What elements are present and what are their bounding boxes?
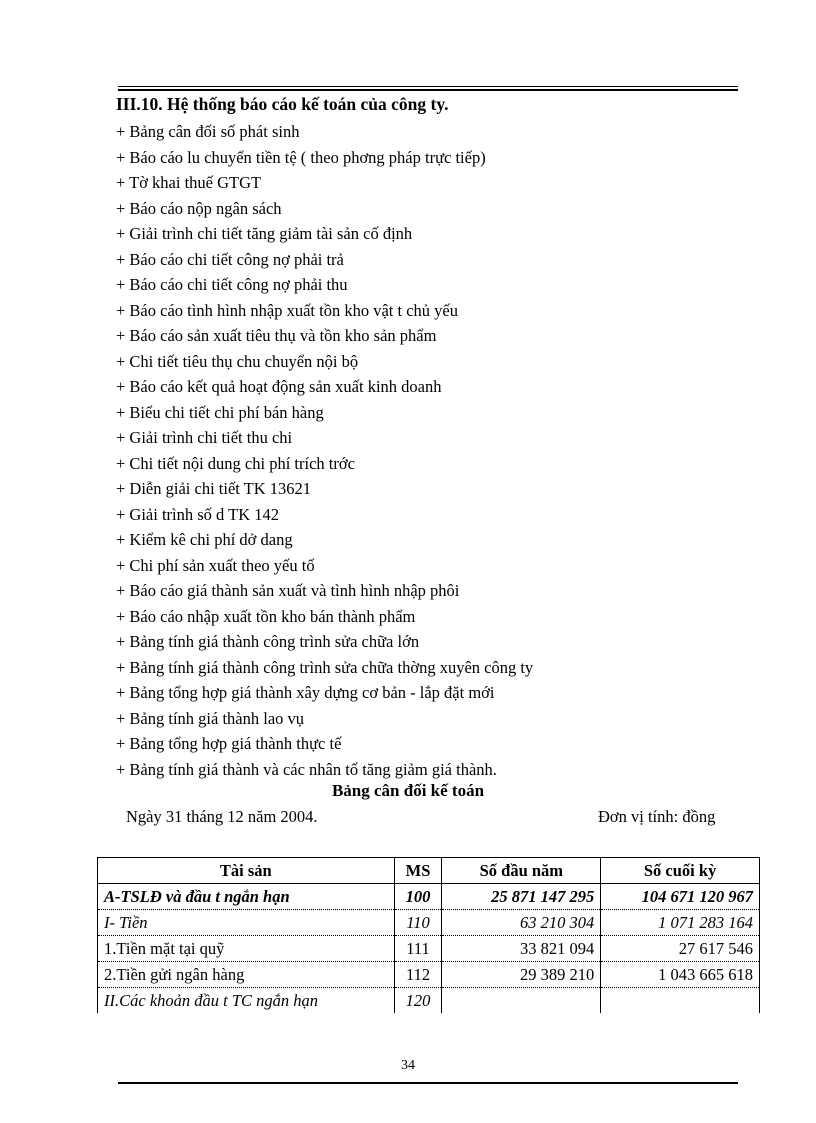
header-asset: Tài sản	[98, 858, 395, 884]
header-code: MS	[394, 858, 442, 884]
report-item: + Chi phí sản xuất theo yếu tố	[116, 555, 315, 575]
report-item: + Diễn giải chi tiết TK 13621	[116, 479, 312, 498]
report-item: + Giải trình số d TK 142	[116, 504, 279, 524]
report-item: + Báo cáo nhập xuất tồn kho bán thành phẩm	[116, 606, 416, 626]
report-item: + Chi tiết nội dung chi phí trích trớc	[116, 453, 355, 473]
report-item: + Tờ khai thuế GTGT	[116, 173, 262, 192]
closing-cell: 27 617 546	[601, 936, 760, 962]
asset-cell: I- Tiền	[98, 910, 395, 936]
code-cell: 112	[394, 962, 442, 988]
asset-cell: II.Các khoản đầu t TC ngắn hạn	[98, 988, 395, 1014]
balance-sheet-date: Ngày 31 tháng 12 năm 2004.	[126, 807, 318, 826]
report-item: + Báo cáo lu chuyển tiền tệ ( theo phơng pháp trực tiếp)	[116, 147, 486, 167]
header-closing: Số cuối kỳ	[601, 858, 760, 884]
report-item: + Giải trình chi tiết tăng giảm tài sản cố định	[116, 224, 413, 243]
report-item: + Giải trình chi tiết thu chi	[116, 428, 293, 447]
report-item: + Bảng tính giá thành công trình sửa chữa thờng xuyên công ty	[116, 657, 534, 677]
page-number: 34	[401, 1058, 415, 1073]
opening-cell	[442, 988, 601, 1014]
report-item: + Báo cáo chi tiết công nợ phải trả	[116, 249, 344, 269]
table-row	[98, 936, 760, 962]
report-list	[116, 119, 533, 782]
opening-cell: 29 389 210	[442, 962, 601, 988]
header-opening: Số đầu năm	[442, 858, 601, 884]
table-row	[98, 884, 760, 910]
opening-cell: 25 871 147 295	[442, 884, 601, 910]
opening-cell: 63 210 304	[442, 910, 601, 936]
report-item: + Báo cáo kết quả hoạt động sản xuất kinh doanh	[116, 377, 442, 396]
report-item: + Chi tiết tiêu thụ chu chuyển nội bộ	[116, 351, 359, 371]
table-row	[98, 962, 760, 988]
top-rule-thick	[118, 89, 738, 91]
section-heading: III.10. Hệ thống báo cáo kế toán của công ty.	[116, 94, 449, 114]
table-row	[98, 988, 760, 1014]
opening-cell: 33 821 094	[442, 936, 601, 962]
bottom-rule	[118, 1082, 738, 1084]
report-item: + Bảng tổng hợp giá thành thực tế	[116, 734, 342, 753]
table-header-row	[98, 858, 760, 884]
closing-cell: 104 671 120 967	[601, 884, 760, 910]
report-item: + Báo cáo tình hình nhập xuất tồn kho vật t chủ yếu	[116, 300, 458, 320]
code-cell: 110	[394, 910, 442, 936]
asset-cell: A-TSLĐ và đầu t ngắn hạn	[98, 884, 395, 910]
balance-sheet-title: Bảng cân đối kế toán	[331, 781, 485, 800]
report-item: + Bảng cân đối số phát sinh	[116, 122, 300, 141]
code-cell: 111	[394, 936, 442, 962]
report-item: + Báo cáo giá thành sản xuất và tình hình nhập phôi	[116, 581, 460, 600]
report-item: + Bảng tổng hợp giá thành xây dựng cơ bản - lắp đặt mới	[116, 683, 495, 702]
report-item: + Bảng tính giá thành và các nhân tố tăng giảm giá thành.	[116, 759, 497, 779]
balance-sheet-table	[97, 857, 760, 1013]
closing-cell: 1 043 665 618	[601, 962, 760, 988]
code-cell: 120	[394, 988, 442, 1014]
report-item: + Bảng tính giá thành lao vụ	[116, 708, 305, 728]
report-item: + Báo cáo sản xuất tiêu thụ và tồn kho sản phẩm	[116, 326, 437, 345]
closing-cell	[601, 988, 760, 1014]
asset-cell: 1.Tiền mặt tại quỹ	[98, 936, 395, 962]
report-item: + Kiểm kê chi phí dở dang	[116, 530, 293, 549]
code-cell: 100	[394, 884, 442, 910]
top-rule	[118, 86, 738, 87]
table-row	[98, 910, 760, 936]
report-item: + Bảng tính giá thành công trình sửa chữa lớn	[116, 632, 420, 651]
report-item: + Biểu chi tiết chi phí bán hàng	[116, 402, 324, 422]
closing-cell: 1 071 283 164	[601, 910, 760, 936]
report-item: + Báo cáo nộp ngân sách	[116, 198, 282, 218]
currency-unit: Đơn vị tính: đồng	[598, 807, 716, 826]
asset-cell: 2.Tiền gửi ngân hàng	[98, 962, 395, 988]
report-item: + Báo cáo chi tiết công nợ phải thu	[116, 275, 348, 294]
